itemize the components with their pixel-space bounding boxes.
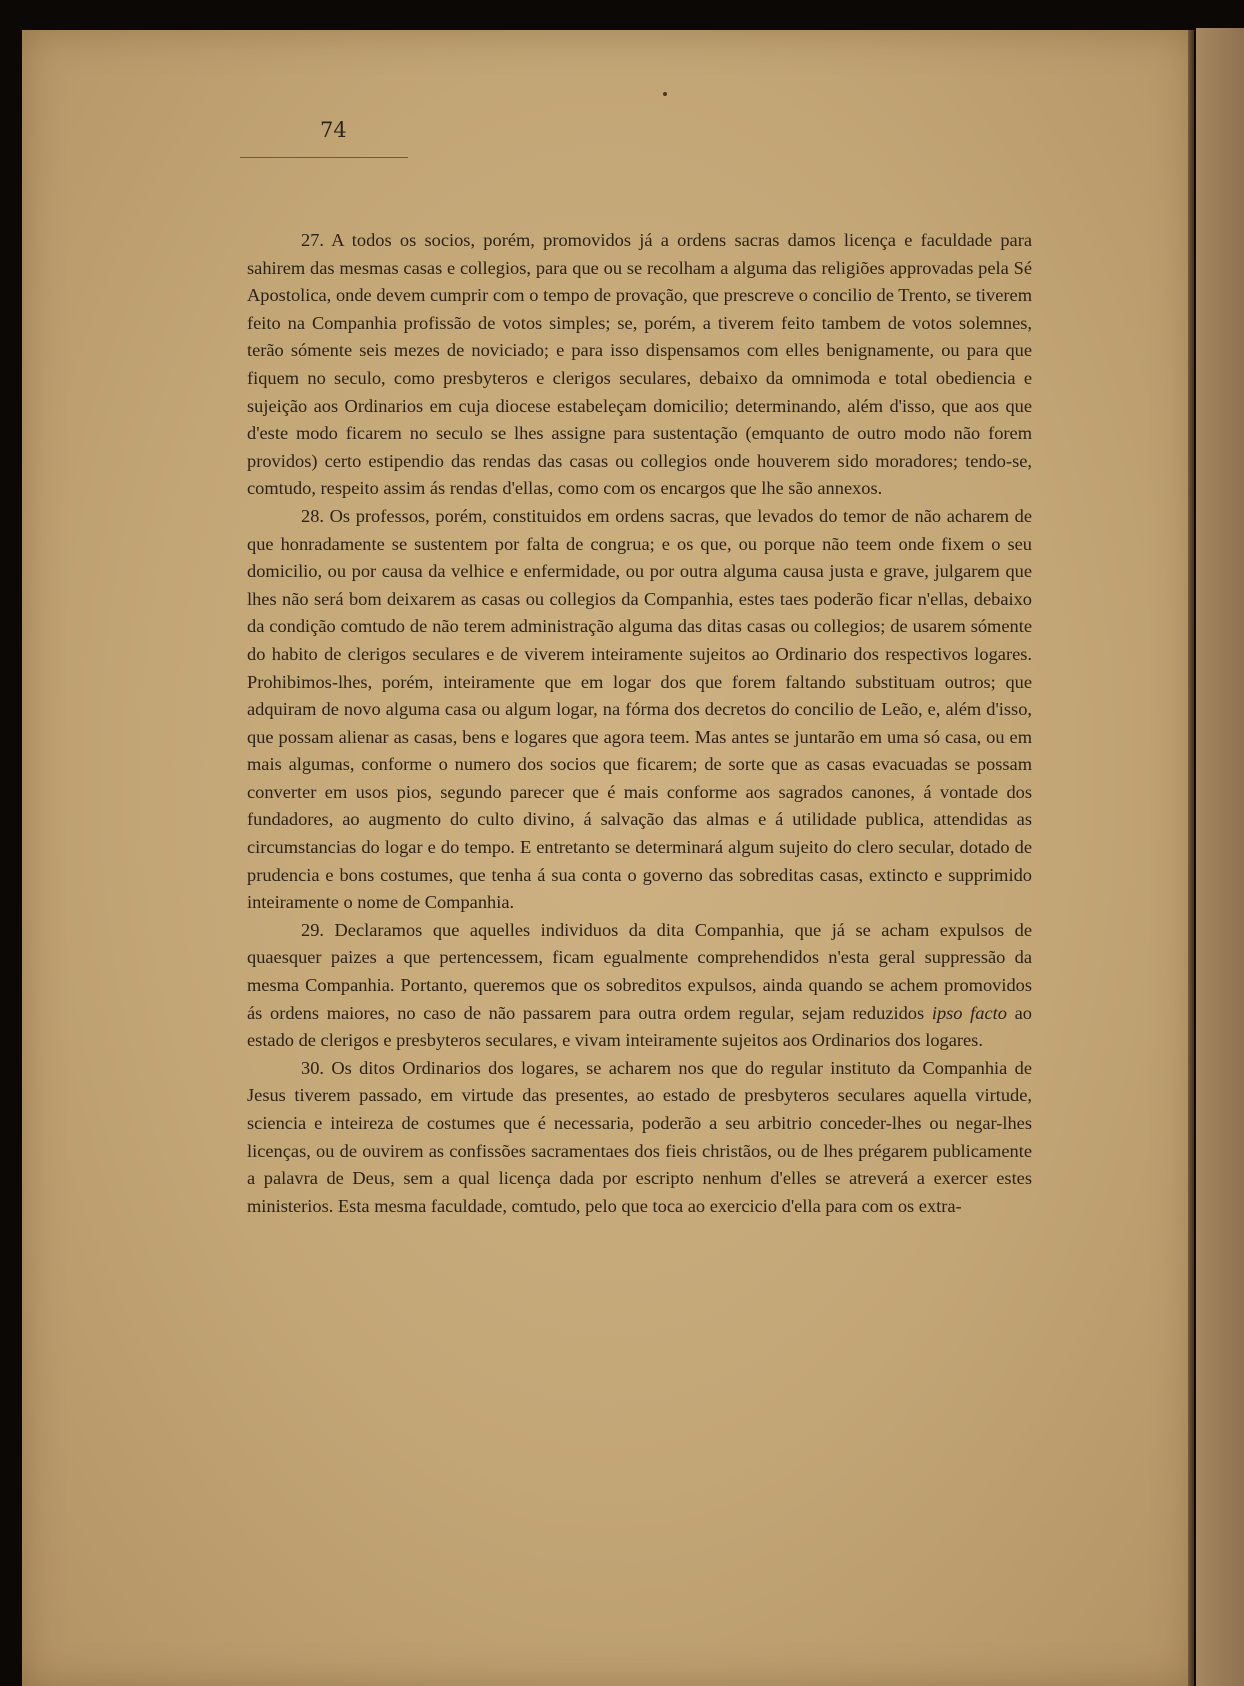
italic-phrase: ipso facto xyxy=(931,1002,1007,1023)
paragraph-text: Declaramos que aquelles individuos da dita Companhia, que já se acham expulsos de quaesquer paizes a que pertencessem, ficam egualmente comprehendidos n'esta geral suppressão da mesma Companhia. Portanto, queremos que os sobreditos expulsos, ainda quando se achem promovidos ás ordens maiores, no caso de não passarem para outra ordem regular, sejam reduzidos xyxy=(247,919,1032,1023)
paragraph-29 xyxy=(247,917,1032,1055)
paragraph-number: 29. xyxy=(301,919,324,940)
paragraph-text-continued: ao estado de clerigos e presbyteros seculares, e vivam inteiramente sujeitos aos Ordinarios dos logares. xyxy=(247,1002,1032,1051)
paragraph-30 xyxy=(247,1055,1032,1221)
ink-speck xyxy=(663,92,667,96)
facing-page-edge xyxy=(1196,28,1244,1686)
paragraph-number: 30. xyxy=(301,1057,324,1078)
paragraph-28 xyxy=(247,503,1032,917)
paragraph-text: Os ditos Ordinarios dos logares, se acharem nos que do regular instituto da Companhia de Jesus tiverem passado, em virtude das presentes, ao estado de presbyteros seculares aquella virtude, sciencia e inteireza de costumes que é necessaria, poderão a seu arbitrio conceder-lhes ou negar-lhes licenças, ou de ouvirem as confissões sacramentaes dos fieis christãos, ou de lhes prégarem publicamente a palavra de Deus, sem a qual licença dada por escripto nenhum d'elles se atreverá a exercer estes ministerios. Esta mesma faculdade, comtudo, pelo que toca ao exercicio d'ella para com os extra- xyxy=(247,1057,1032,1216)
paragraph-number: 27. xyxy=(301,230,324,250)
paragraph-text: Os professos, porém, constituidos em ordens sacras, que levados do temor de não acharem de que honradamente se sustentem por falta de congrua; e os que, ou porque não teem onde fixem o seu domicilio, ou por causa da velhice e enfermidade, ou por outra alguma causa justa e grave, julgarem que lhes não será bom deixarem as casas ou collegios da Companhia, estes taes poderão ficar n'ellas, debaixo da condição comtudo de não terem administração alguma das ditas casas ou collegios; de usarem sómente do habito de clerigos seculares e de viverem inteiramente sujeitos ao Ordinario dos respectivos logares. Prohibimos-lhes, porém, inteiramente que em logar dos que forem faltando substituam outros; que adquiram de novo alguma casa ou algum logar, na fórma dos decretos do concilio de Leão, e, além d'isso, que possam alienar as casas, bens e logares que agora teem. Mas antes se juntarão em uma só casa, ou em mais algumas, conforme o numero dos socios que ficarem; de sorte que as casas evacuadas se possam converter em usos pios, segundo parecer que é mais conforme aos sagrados canones, á vontade dos fundadores, ao augmento do culto divino, á salvação das almas e á utilidade publica, attendidas as circumstancias do logar e do tempo. E entretanto se determinará algum sujeito do clero secular, dotado de prudencia e bons costumes, que tenha á sua conta o governo das sobreditas casas, extincto e supprimido inteiramente o nome de Companhia. xyxy=(247,505,1032,913)
page-number: 74 xyxy=(320,118,347,142)
header-rule xyxy=(240,157,408,158)
body-text xyxy=(247,227,1032,1220)
book-page xyxy=(22,30,1194,1686)
paragraph-text: A todos os socios, porém, promovidos já a ordens sacras damos licença e faculdade para sahirem das mesmas casas e collegios, para que ou se recolham a alguma das religiões approvadas pela Sé Apostolica, onde devem cumprir com o tempo de provação, que prescreve o concilio de Trento, se tiverem feito na Companhia profissão de votos simples; se, porém, a tiverem feito tambem de votos solemnes, terão sómente seis mezes de noviciado; e para isso dispensamos com elles benignamente, ou para que fiquem no seculo, como presbyteros e clerigos seculares, debaixo da omnimoda e total obediencia e sujeição aos Ordinarios em cuja diocese estabeleçam domicilio; determinando, além d'isso, que aos que d'este modo ficarem no seculo se lhes assigne para sustentação (emquanto de outro modo não forem providos) certo estipendio das rendas das casas ou collegios onde houverem sido moradores; tendo-se, comtudo, respeito assim ás rendas d'ellas, como com os encargos que lhe são annexos. xyxy=(247,230,1033,499)
paragraph-27 xyxy=(247,227,1032,503)
paragraph-number: 28. xyxy=(301,505,324,526)
page-spine-shadow xyxy=(1188,30,1194,1686)
